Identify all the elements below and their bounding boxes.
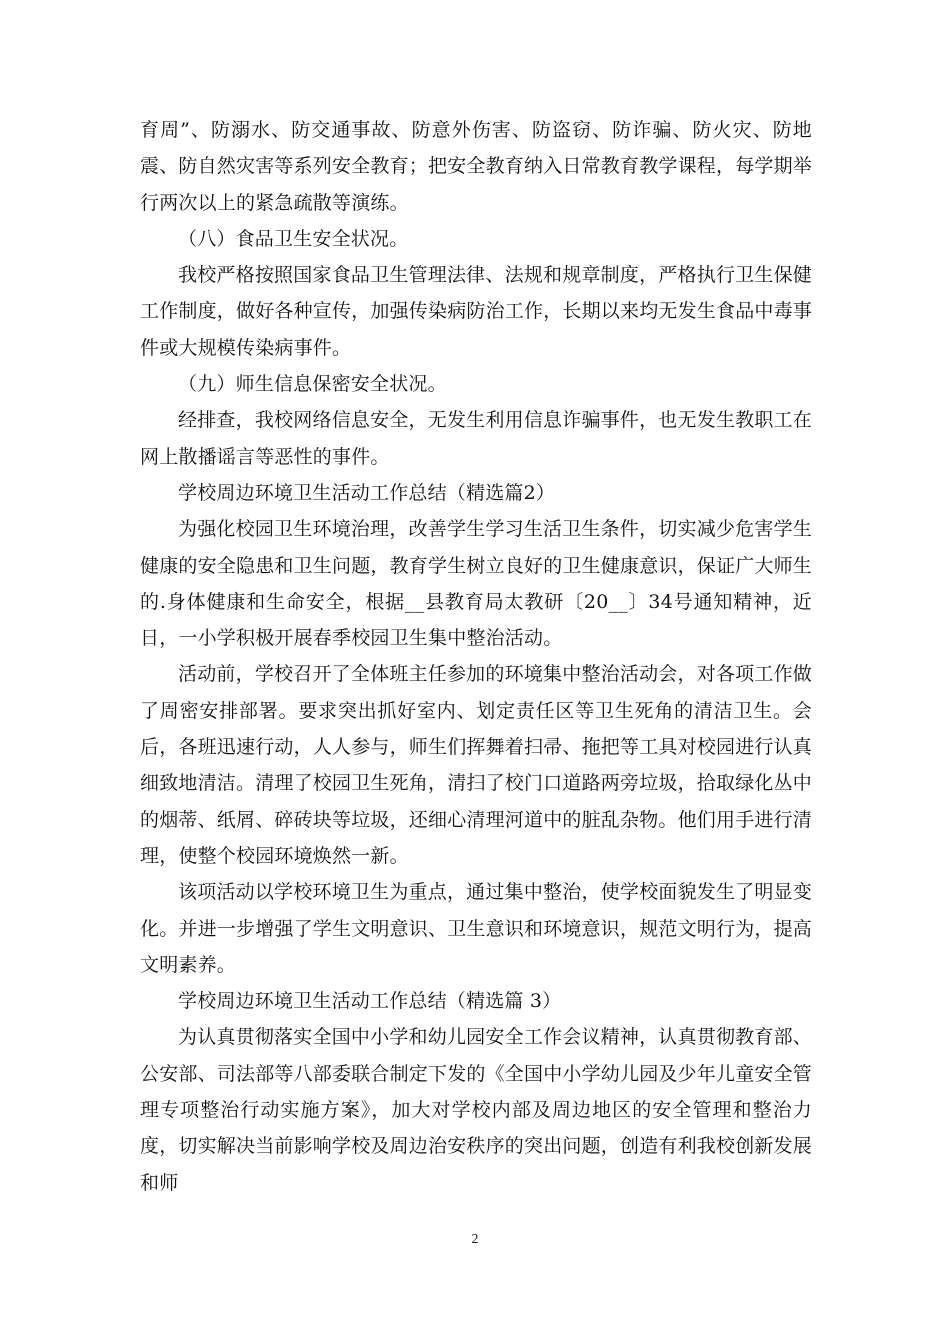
page-number: 2: [471, 1232, 479, 1247]
paragraph-campus-hygiene-result: 该项活动以学校环境卫生为重点，通过集中整治，使学校面貌发生了明显变化。并进一步增强了学生文明意识、卫生意识和环境意识，规范文明行为，提高文明素养。: [140, 881, 813, 976]
article-title-3: 学校周边环境卫生活动工作总结（精选篇 3）: [178, 990, 562, 1013]
document-body: [140, 112, 812, 1201]
section-heading-food-safety: （八）食品卫生安全状况。: [178, 227, 409, 250]
paragraph-campus-hygiene-activity: 活动前，学校召开了全体班主任参加的环境集中整治活动会，对各项工作做了周密安排部署。要求突出抓好室内、划定责任区等卫生死角的清洁卫生。会后，各班迅速行动，人人参与，师生们挥舞着扫帚、拖把等工具对校园进行认真细致地清洁。清理了校园卫生死角，清扫了校门口道路两旁垃圾，拾取绿化丛中的烟蒂、纸屑、碎砖块等垃圾，还细心清理河道中的脏乱杂物。他们用手进行清理，使整个校园环境焕然一新。: [140, 663, 813, 867]
article-title-2: 学校周边环境卫生活动工作总结（精选篇2）: [178, 481, 556, 504]
paragraph-continuation: 育周”、防溺水、防交通事故、防意外伤害、防盗窃、防诈骗、防火灾、防地震、防自然灾害等系列安全教育；把安全教育纳入日常教育教学课程，每学期举行两次以上的紧急疏散等演练。: [140, 119, 813, 214]
paragraph-campus-hygiene-intro: 为强化校园卫生环境治理，改善学生学习生活卫生条件，切实减少危害学生健康的安全隐患和卫生问题，教育学生树立良好的卫生健康意识，保证广大师生的.身体健康和生命安全，根据__县教育局太教研〔20__〕34号通知精神，近日，一小学积极开展春季校园卫生集中整治活动。: [140, 518, 813, 650]
paragraph-info-security: 经排查，我校网络信息安全，无发生利用信息诈骗事件，也无发生教职工在网上散播谣言等恶性的事件。: [140, 409, 812, 468]
paragraph-safety-management: 为认真贯彻落实全国中小学和幼儿园安全工作会议精神，认真贯彻教育部、公安部、司法部等八部委联合制定下发的《全国中小学幼儿园及少年儿童安全管理专项整治行动实施方案》，加大对学校内部及周边地区的安全管理和整治力度，切实解决当前影响学校及周边治安秩序的突出问题，创造有利我校创新发展和师: [140, 1026, 813, 1194]
paragraph-food-safety: 我校严格按照国家食品卫生管理法律、法规和规章制度，严格执行卫生保健工作制度，做好各种宣传，加强传染病防治工作，长期以来均无发生食品中毒事件或大规模传染病事件。: [140, 264, 813, 359]
section-heading-info-security: （九）师生信息保密安全状况。: [178, 373, 447, 396]
